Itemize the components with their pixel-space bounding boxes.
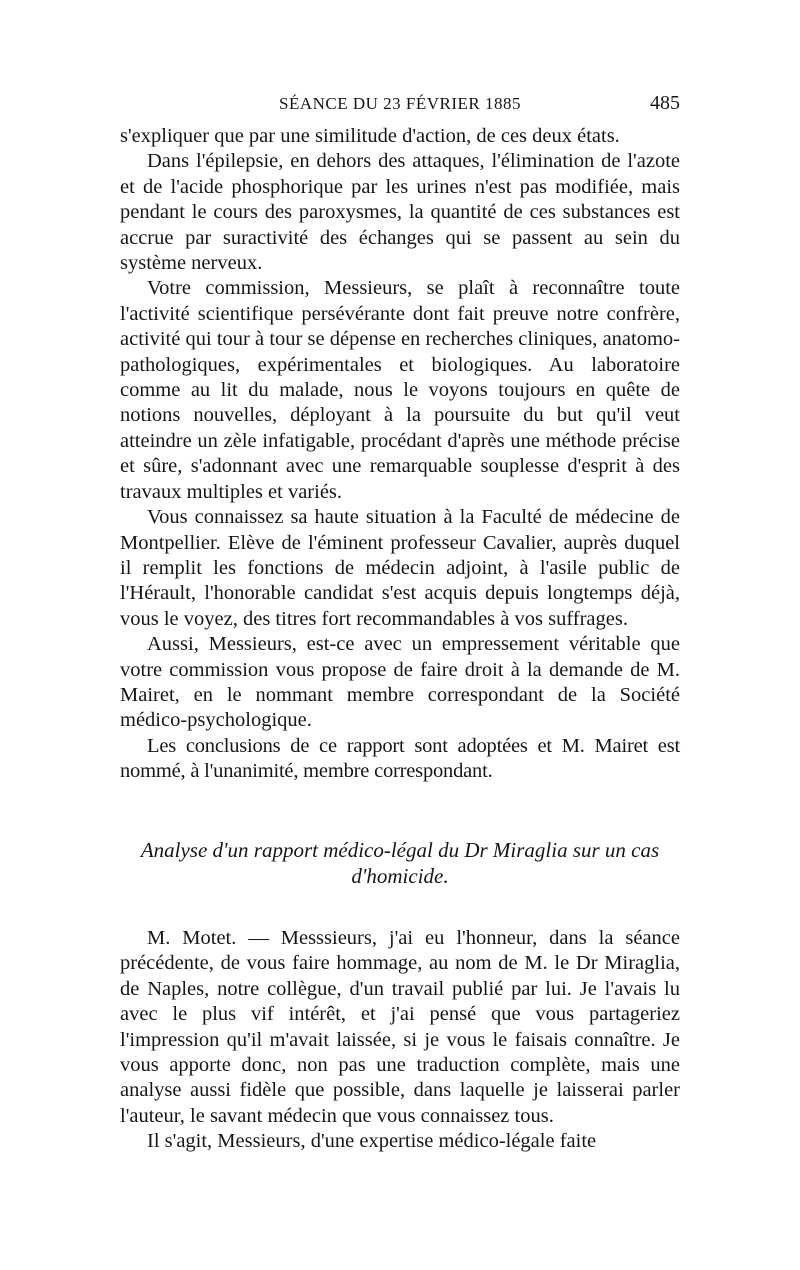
running-title: SÉANCE DU 23 FÉVRIER 1885	[278, 94, 521, 113]
paragraph: Aussi, Messieurs, est-ce avec un empressement véritable que votre commission vous propose de faire droit à la demande de M. Mairet, en le nommant membre correspondant de la Société médico-psychologique.	[120, 633, 680, 732]
section-text	[120, 926, 680, 1155]
paragraph: Il s'agit, Messieurs, d'une expertise médico-légale faite	[147, 1130, 597, 1153]
running-head	[120, 92, 680, 116]
section-heading: Analyse d'un rapport médico-légal du Dr Miraglia sur un cas d'homicide.	[140, 838, 660, 888]
paragraph: Dans l'épilepsie, en dehors des attaques, l'élimination de l'azote et de l'acide phosphorique par les urines n'est pas modifiée, mais pendant le cours des paroxysmes, la quantité de ces substances est accrue par suractivité des échanges qui se passent au sein du système nerveux.	[120, 150, 680, 275]
paragraph: s'expliquer que par une similitude d'action, de ces deux états.	[120, 125, 620, 147]
paragraph: M. Motet. — Messsieurs, j'ai eu l'honneur, dans la séance précédente, de vous faire hommage, au nom de M. le Dr Miraglia, de Naples, notre collègue, d'un travail publié par lui. Je l'avais lu avec le plus vif intérêt, et j'ai pensé que vous partageriez l'impression qu'il m'avait laissée, si je vous le faisais connaître. Je vous apporte donc, non pas une traduction complète, mais une analyse aussi fidèle que possible, dans laquelle je laisserai parler l'auteur, le savant médecin que vous connaissez tous.	[120, 927, 680, 1127]
paragraph: Votre commission, Messieurs, se plaît à reconnaître toute l'activité scientifique persévérante dont fait preuve notre confrère, activité qui tour à tour se dépense en recherches cliniques, anatomo-pathologiques, expérimentales et biologiques. Au laboratoire comme au lit du malade, nous le voyons toujours en quête de notions nouvelles, déployant à la poursuite du but qu'il veut atteindre un zèle infatigable, procédant d'après une méthode précise et sûre, s'adonnant avec une remarquable souplesse d'esprit à des travaux multiples et variés.	[120, 277, 680, 503]
report-text	[120, 124, 680, 785]
page-number: 485	[650, 92, 680, 114]
paragraph: Vous connaissez sa haute situation à la Faculté de médecine de Montpellier. Elève de l'éminent professeur Cavalier, auprès duquel il remplit les fonctions de médecin adjoint, à l'asile public de l'Hérault, l'honorable candidat s'est acquis depuis longtemps déjà, vous le voyez, des titres fort recommandables à vos suffrages.	[120, 506, 680, 630]
paragraph: Les conclusions de ce rapport sont adoptées et M. Mairet est nommé, à l'unanimité, membre correspondant.	[120, 734, 680, 783]
